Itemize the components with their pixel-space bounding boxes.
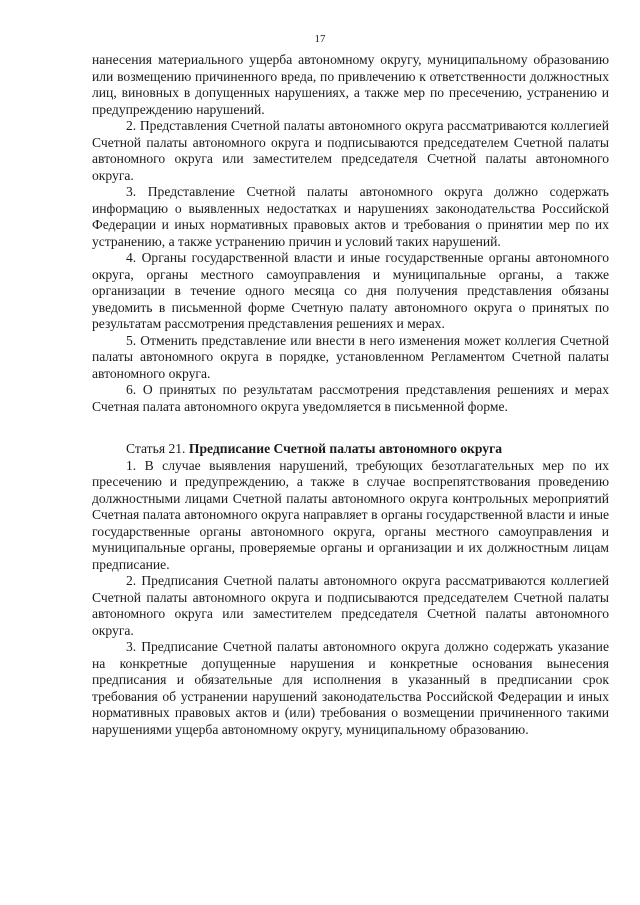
document-body <box>92 52 609 738</box>
paragraph-item-5: 5. Отменить представление или внести в него изменения может коллегия Счетной палаты автономного округа в порядке, установленном Регламентом Счетной палаты автономного округа. <box>92 332 609 381</box>
article-prefix: Статья 21. <box>126 441 186 456</box>
paragraph-item-3: 3. Представление Счетной палаты автономного округа должно содержать информацию о выявленных недостатках и нарушениях законодательства Российской Федерации и иных нормативных правовых актов и требования о принятии мер по их устранению, а также устранению причин и условий таких нарушений. <box>92 184 609 249</box>
article-paragraph-2: 2. Предписания Счетной палаты автономного округа рассматриваются коллегией Счетной палаты автономного округа и подписываются председателем Счетной палаты автономного округа или заместителем председателя Счетной палаты автономного округа. <box>92 573 609 638</box>
page-number: 17 <box>314 33 326 45</box>
paragraph-continuation: нанесения материального ущерба автономному округу, муниципальному образованию или возмещению причиненного вреда, по привлечению к ответственности должностных лиц, виновных в допущенных нарушениях, а также мер по пресечению, устранению и предупреждению нарушений. <box>92 52 609 117</box>
paragraph-item-4: 4. Органы государственной власти и иные государственные органы автономного округа, органы местного самоуправления и муниципальные органы, а также организации в течение одного месяца со дня получения представления обязаны уведомить в письменной форме Счетную палату автономного округа о принятых по результатам рассмотрения представления решениях и мерах. <box>92 250 609 331</box>
article-paragraph-3: 3. Предписание Счетной палаты автономного округа должно содержать указание на конкретные допущенные нарушения и конкретные основания вынесения предписания и обязательные для исполнения в указанный в предписании срок требования об устранении нарушений законодательства Российской Федерации и иных нормативных правовых актов и (или) требования о возмещении причиненного такими нарушениями ущерба автономному округу, муниципальному образованию. <box>92 639 609 737</box>
article-paragraph-1: 1. В случае выявления нарушений, требующих безотлагательных мер по их пресечению и предупреждению, а также в случае воспрепятствования проведению должностными лицами Счетной палаты автономного округа контрольных мероприятий Счетная палата автономного округа направляет в органы государственной власти и иные государственные органы автономного округа, органы местного самоуправления и муниципальные органы, проверяемые органы и организации и их должностным лицам предписание. <box>92 457 609 572</box>
paragraph-item-2: 2. Представления Счетной палаты автономного округа рассматриваются коллегией Счетной палаты автономного округа и подписываются председателем Счетной палаты автономного округа или заместителем председателя Счетной палаты автономного округа. <box>92 118 609 183</box>
paragraph-item-6: 6. О принятых по результатам рассмотрения представления решениях и мерах Счетная палата автономного округа уведомляется в письменной форме. <box>92 382 609 414</box>
article-title: Предписание Счетной палаты автономного округа <box>188 441 503 456</box>
article-heading <box>92 441 609 458</box>
